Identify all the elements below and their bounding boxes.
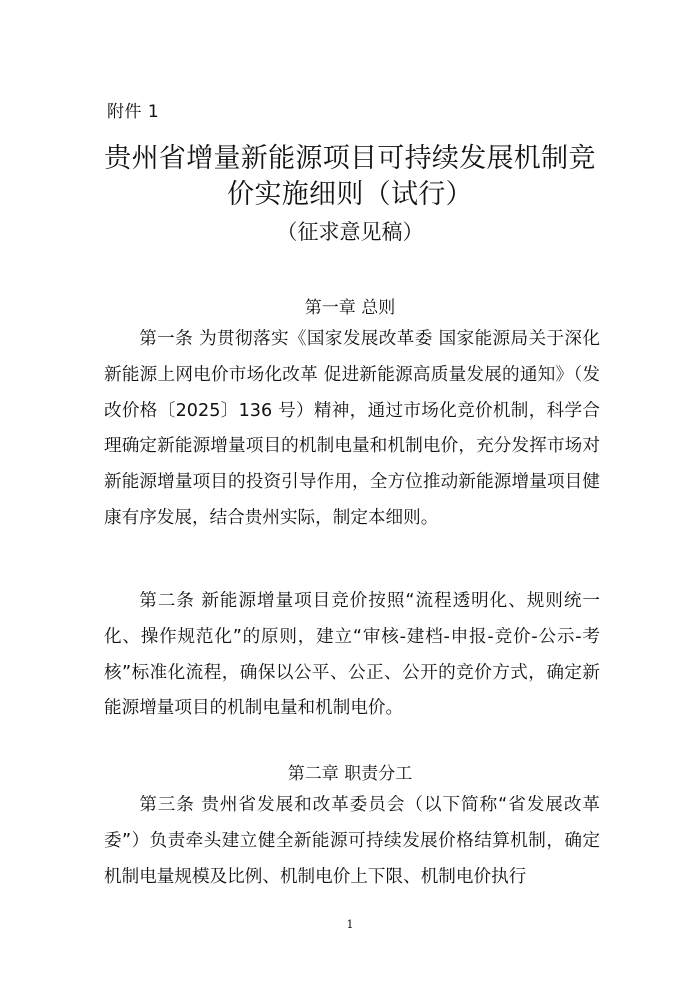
chapter-heading-1: 第一章 总则: [304, 298, 396, 318]
document-subtitle: （征求意见稿）: [276, 220, 424, 244]
article-1: 第一条 为贯彻落实《国家发展改革委 国家能源局关于深化新能源上网电价市场化改革 促进新能源高质量发展的通知》（发改价格〔2025〕136 号）精神，通过市场化竞价机制，科学合理确定新能源增量项目的机制电量和机制电价，充分发挥市场对新能源增量项目的投资引导作用，全方位推动新能源增量项目健康有序发展，结合贵州实际，制定本细则。: [104, 329, 600, 528]
document-title: [60, 141, 640, 213]
article-3: 第三条 贵州省发展和改革委员会（以下简称“省发展改革委”）负责牵头建立健全新能源可持续发展价格结算机制，确定机制电量规模及比例、机制电价上下限、机制电价执行: [104, 795, 600, 887]
title-line-2: 价实施细则（试行）: [227, 179, 473, 210]
page-number: 1: [346, 918, 354, 931]
title-line-1: 贵州省增量新能源项目可持续发展机制竞: [104, 143, 596, 174]
attachment-label: 附件 1: [107, 102, 160, 122]
chapter-heading-2: 第二章 职责分工: [287, 764, 413, 784]
article-2: 第二条 新能源增量项目竞价按照“流程透明化、规则统一化、操作规范化”的原则，建立“审核-建档-申报-竞价-公示-考核”标准化流程，确保以公平、公正、公开的竞价方式，确定新能源增量项目的机制电量和机制电价。: [104, 591, 600, 719]
